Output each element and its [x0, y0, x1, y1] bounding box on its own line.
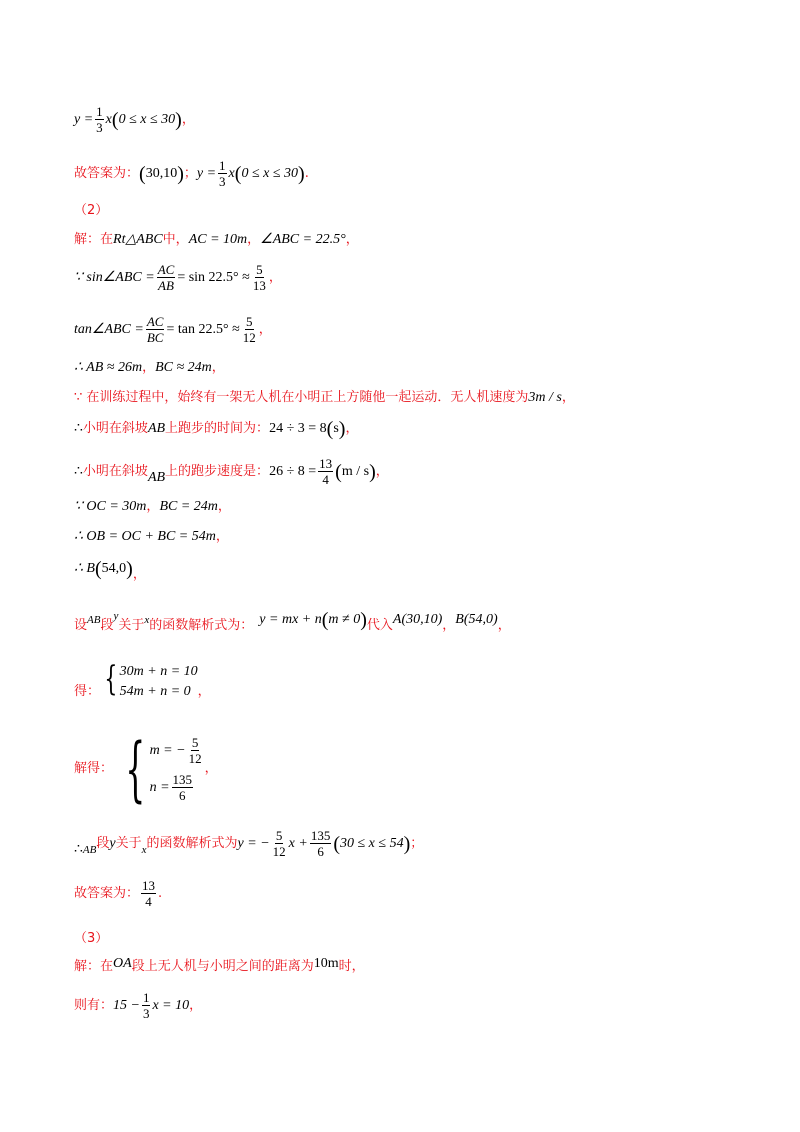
running-time-line: ∴ 小明在斜坡 AB 上跑步的时间为： 24 ÷ 3 = 8 ( s ) ，: [74, 418, 359, 440]
left-brace: {: [104, 659, 118, 699]
oc-bc-line: ∵ OC = 30m ， BC = 24m ，: [74, 499, 231, 514]
equation-line-1: y = $\frac{1}{3}$ x ( 0 ≤ x ≤ 30 ) ，: [74, 104, 195, 135]
ob-line: ∴ OB = OC + BC = 54m ，: [74, 529, 229, 544]
solution-system-line: 解得： { m = − $\frac{5}{12}$ n = $\frac{135}{6}$ ，: [74, 728, 218, 810]
lengths-line: ∴ AB ≈ 26m ， BC ≈ 24m ，: [74, 360, 225, 375]
drone-speed-line: ∵ 在训练过程中，始终有一架无人机在小明正上方随他一起运动．无人机速度为 3m / s ，: [74, 390, 575, 405]
tan-equation-line: tan∠ABC = $\frac{AC}{BC}$ = tan 22.5° ≈ $\frac{5}{12}$ ，: [74, 314, 272, 345]
equation-system: { 30m + n = 10 54m + n = 0: [100, 662, 198, 702]
sin-equation-line: ∵ sin∠ABC = $\frac{AC}{AB}$ = sin 22.5° ≈ $\frac{5}{13}$ ，: [74, 262, 282, 293]
solution-system: { m = − $\frac{5}{12}$ n = $\frac{135}{6}$: [125, 728, 202, 810]
answer-line-2: 故答案为： $\frac{13}{4}$ .: [74, 878, 163, 909]
left-brace: {: [125, 728, 146, 810]
equation-system-line: 得： { 30m + n = 10 54m + n = 0 ，: [74, 662, 211, 702]
distance-line: 解：在 OA 段上无人机与小明之间的距离为 10m 时，: [74, 956, 365, 974]
section-label-3: （3）: [74, 931, 109, 946]
final-equation-line: 则有： 15 − $\frac{1}{3}$ x = 10 ，: [74, 990, 203, 1021]
fraction-one-third: $\frac{1}{3}$: [96, 104, 103, 135]
answer-line-1: 故答案为： ( 30,10 ) ； y = $\frac{1}{3}$ x ( 0 ≤ x ≤ 30 ) .: [74, 158, 309, 189]
section-label-2: （2）: [74, 203, 109, 218]
point-b-line: ∴ B ( 54,0 ) ，: [74, 558, 146, 582]
function-setup-line: 设 AB 段 y 关于 x 的函数解析式为： y = mx + n ( m ≠ 0 ) 代入 A(30,10) ， B(54,0) ，: [74, 609, 511, 633]
function-result-line: ∴ AB 段 y 关于 x 的函数解析式为 y = − $\frac{5}{12}$ x + $\frac{135}{6}$ ( 30 ≤ x ≤ 54 ) ；: [74, 828, 424, 859]
solution-line-intro: 解：在 Rt△ABC 中， AC = 10m ， ∠ABC = 22.5° ，: [74, 232, 359, 247]
running-speed-line: ∴ 小明在斜坡 AB 上的跑步速度是： 26 ÷ 8 = $\frac{13}{4}$ ( m / s ) ，: [74, 456, 389, 487]
